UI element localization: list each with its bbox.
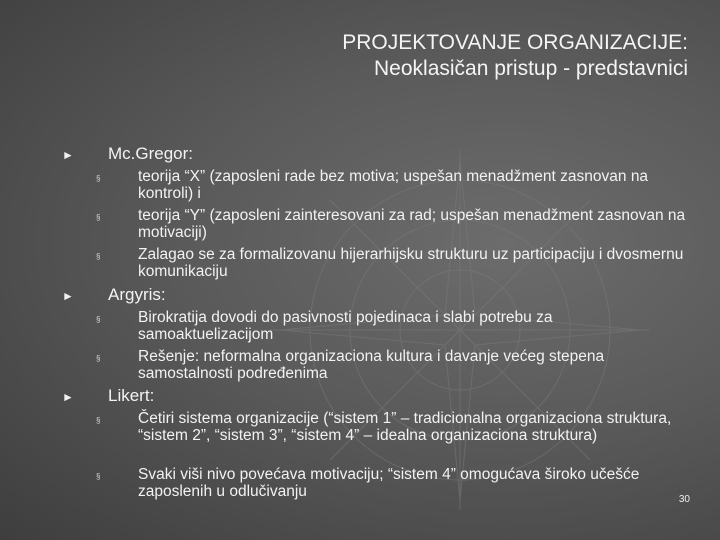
arrow-bullet-icon: ► <box>62 289 74 303</box>
list-item-text: Svaki viši nivo povećava motivaciju; “sistem 4” omogućava široko učešće zaposlenih u odlučivanju <box>138 466 640 500</box>
slide-title-line1: PROJEKTOVANJE ORGANIZACIJE: <box>342 31 688 54</box>
list-item-text: Zalagao se za formalizovanu hijerarhijsku strukturu uz participaciju i dvosmernu komunikaciju <box>138 246 684 280</box>
list-item-text: Četiri sistema organizacije (“sistem 1” – tradicionalna organizaciona struktura, “sistem 2”, “sistem 3”, “sistem 4” – idealna organizaciona struktura) <box>138 410 672 444</box>
list-item-text: teorija “Y” (zaposleni zainteresovani za rad; uspešan menadžment zasnovan na motivaciji) <box>138 207 686 241</box>
square-bullet-icon: § <box>96 174 101 183</box>
list-item <box>96 246 686 280</box>
list-item-text: teorija “X” (zaposleni rade bez motiva; uspešan menadžment zasnovan na kontroli) i <box>138 168 649 202</box>
list-item <box>96 168 686 202</box>
section-heading-label: Argyris: <box>108 285 166 304</box>
section-heading-label: Likert: <box>108 386 155 405</box>
list-item <box>96 466 686 500</box>
arrow-bullet-icon: ► <box>62 390 74 404</box>
square-bullet-icon: § <box>96 315 101 324</box>
list-item <box>96 207 686 241</box>
square-bullet-icon: § <box>96 252 101 261</box>
square-bullet-icon: § <box>96 472 101 481</box>
square-bullet-icon: § <box>96 416 101 425</box>
arrow-bullet-icon: ► <box>62 148 74 162</box>
section-heading-argyris <box>62 285 166 306</box>
list-item-text: Rešenje: neformalna organizaciona kultura i davanje većeg stepena samostalnosti podređenima <box>138 348 605 382</box>
square-bullet-icon: § <box>96 213 101 222</box>
section-heading-likert <box>62 386 154 407</box>
section-heading-mcgregor <box>62 144 193 165</box>
list-item-text: Birokratija dovodi do pasivnosti pojedinaca i slabi potrebu za samoaktuelizacijom <box>138 309 553 343</box>
square-bullet-icon: § <box>96 354 101 363</box>
list-item <box>96 410 686 444</box>
slide-title <box>342 30 688 82</box>
slide-title-line2: Neoklasičan pristup - predstavnici <box>374 57 688 80</box>
list-item <box>96 348 686 382</box>
section-heading-label: Mc.Gregor: <box>108 144 194 163</box>
page-number: 30 <box>678 494 690 505</box>
list-item <box>96 309 686 343</box>
